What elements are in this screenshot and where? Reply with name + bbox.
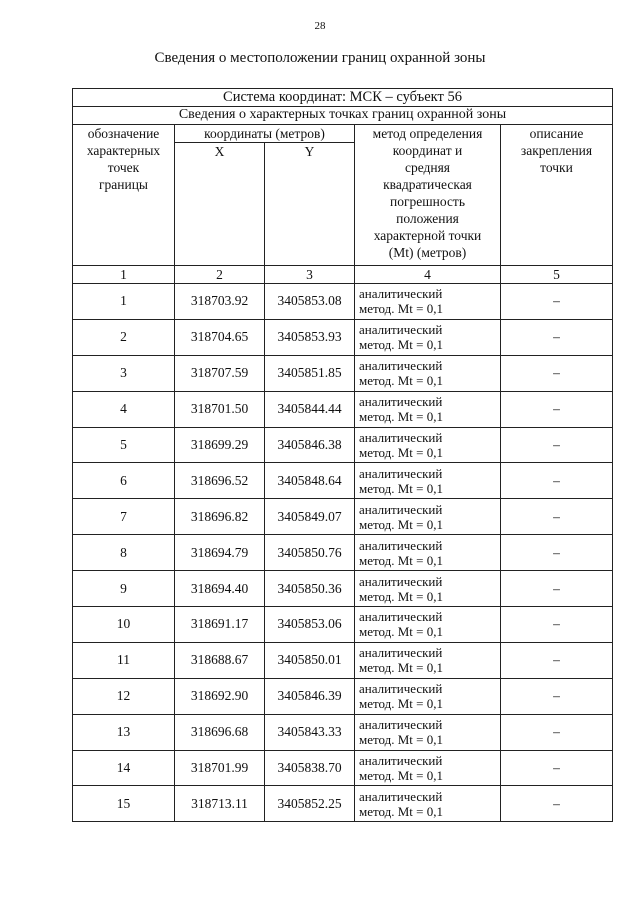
header-coordinates: координаты (метров) [175,125,355,143]
coordinate-x: 318694.40 [175,571,265,607]
point-number: 13 [73,714,175,750]
method-cell: аналитический метод. Mt = 0,1 [355,714,501,750]
coordinate-y: 3405853.93 [265,319,355,355]
description-cell: – [501,355,613,391]
table-row [73,714,613,750]
coordinate-x: 318699.29 [175,427,265,463]
method-cell: аналитический метод. Mt = 0,1 [355,535,501,571]
coordinate-x: 318713.11 [175,786,265,822]
table-row [73,750,613,786]
table-row [73,786,613,822]
system-row [73,89,613,107]
column-index-row [73,266,613,284]
table-row [73,535,613,571]
coordinate-x: 318691.17 [175,607,265,643]
coordinate-x: 318692.90 [175,678,265,714]
subtitle-row [73,107,613,125]
point-number: 10 [73,607,175,643]
table-row [73,427,613,463]
point-number: 9 [73,571,175,607]
header-method: метод определения координат и средняя квадратическая погрешность положения характерной точки (Mt) (метров) [355,125,501,266]
table-row [73,319,613,355]
method-cell: аналитический метод. Mt = 0,1 [355,463,501,499]
coordinate-x: 318694.79 [175,535,265,571]
description-cell: – [501,427,613,463]
coordinate-y: 3405850.76 [265,535,355,571]
table-row [73,678,613,714]
point-number: 5 [73,427,175,463]
method-cell: аналитический метод. Mt = 0,1 [355,319,501,355]
description-cell: – [501,284,613,320]
coordinate-y: 3405850.36 [265,571,355,607]
method-cell: аналитический метод. Mt = 0,1 [355,391,501,427]
point-number: 3 [73,355,175,391]
header-description: описание закрепления точки [501,125,613,266]
table-row [73,463,613,499]
column-index: 4 [355,266,501,284]
method-cell: аналитический метод. Mt = 0,1 [355,355,501,391]
header-row [73,125,613,143]
description-cell: – [501,535,613,571]
table-row [73,607,613,643]
coordinate-y: 3405844.44 [265,391,355,427]
table-row [73,571,613,607]
method-cell: аналитический метод. Mt = 0,1 [355,571,501,607]
coordinate-y: 3405846.39 [265,678,355,714]
point-number: 11 [73,642,175,678]
point-number: 1 [73,284,175,320]
description-cell: – [501,642,613,678]
table-row [73,499,613,535]
description-cell: – [501,714,613,750]
point-number: 14 [73,750,175,786]
method-cell: аналитический метод. Mt = 0,1 [355,678,501,714]
coordinate-y: 3405838.70 [265,750,355,786]
document-title: Сведения о местоположении границ охранной зоны [154,50,486,66]
column-index: 2 [175,266,265,284]
coordinate-x: 318696.82 [175,499,265,535]
point-number: 6 [73,463,175,499]
coordinate-x: 318704.65 [175,319,265,355]
description-cell: – [501,499,613,535]
coordinate-x: 318703.92 [175,284,265,320]
method-cell: аналитический метод. Mt = 0,1 [355,642,501,678]
method-cell: аналитический метод. Mt = 0,1 [355,750,501,786]
table-row [73,284,613,320]
header-point-name: обозначение характерных точек границы [73,125,175,266]
column-index: 5 [501,266,613,284]
coordinate-y: 3405852.25 [265,786,355,822]
point-number: 15 [73,786,175,822]
point-number: 4 [73,391,175,427]
coordinate-y: 3405843.33 [265,714,355,750]
method-cell: аналитический метод. Mt = 0,1 [355,499,501,535]
table-row [73,355,613,391]
table-row [73,642,613,678]
description-cell: – [501,391,613,427]
description-cell: – [501,319,613,355]
coordinate-x: 318707.59 [175,355,265,391]
coordinate-y: 3405853.06 [265,607,355,643]
method-cell: аналитический метод. Mt = 0,1 [355,786,501,822]
page-number: 28 [314,20,326,32]
coordinate-y: 3405851.85 [265,355,355,391]
coordinate-x: 318696.52 [175,463,265,499]
coordinate-y: 3405848.64 [265,463,355,499]
table-row [73,391,613,427]
header-x: X [175,143,265,266]
coordinate-y: 3405850.01 [265,642,355,678]
description-cell: – [501,463,613,499]
coordinate-x: 318688.67 [175,642,265,678]
point-number: 2 [73,319,175,355]
column-index: 3 [265,266,355,284]
column-index: 1 [73,266,175,284]
coordinate-x: 318696.68 [175,714,265,750]
description-cell: – [501,786,613,822]
method-cell: аналитический метод. Mt = 0,1 [355,607,501,643]
point-number: 12 [73,678,175,714]
points-section-label: Сведения о характерных точках границ охранной зоны [73,107,613,125]
coordinate-y: 3405853.08 [265,284,355,320]
coordinate-x: 318701.50 [175,391,265,427]
coordinates-table [72,88,613,822]
point-number: 7 [73,499,175,535]
coordinate-x: 318701.99 [175,750,265,786]
header-y: Y [265,143,355,266]
coordinate-system-label: Система координат: МСК – субъект 56 [73,89,613,107]
description-cell: – [501,571,613,607]
description-cell: – [501,678,613,714]
coordinate-y: 3405846.38 [265,427,355,463]
description-cell: – [501,607,613,643]
method-cell: аналитический метод. Mt = 0,1 [355,284,501,320]
description-cell: – [501,750,613,786]
coordinate-y: 3405849.07 [265,499,355,535]
point-number: 8 [73,535,175,571]
method-cell: аналитический метод. Mt = 0,1 [355,427,501,463]
